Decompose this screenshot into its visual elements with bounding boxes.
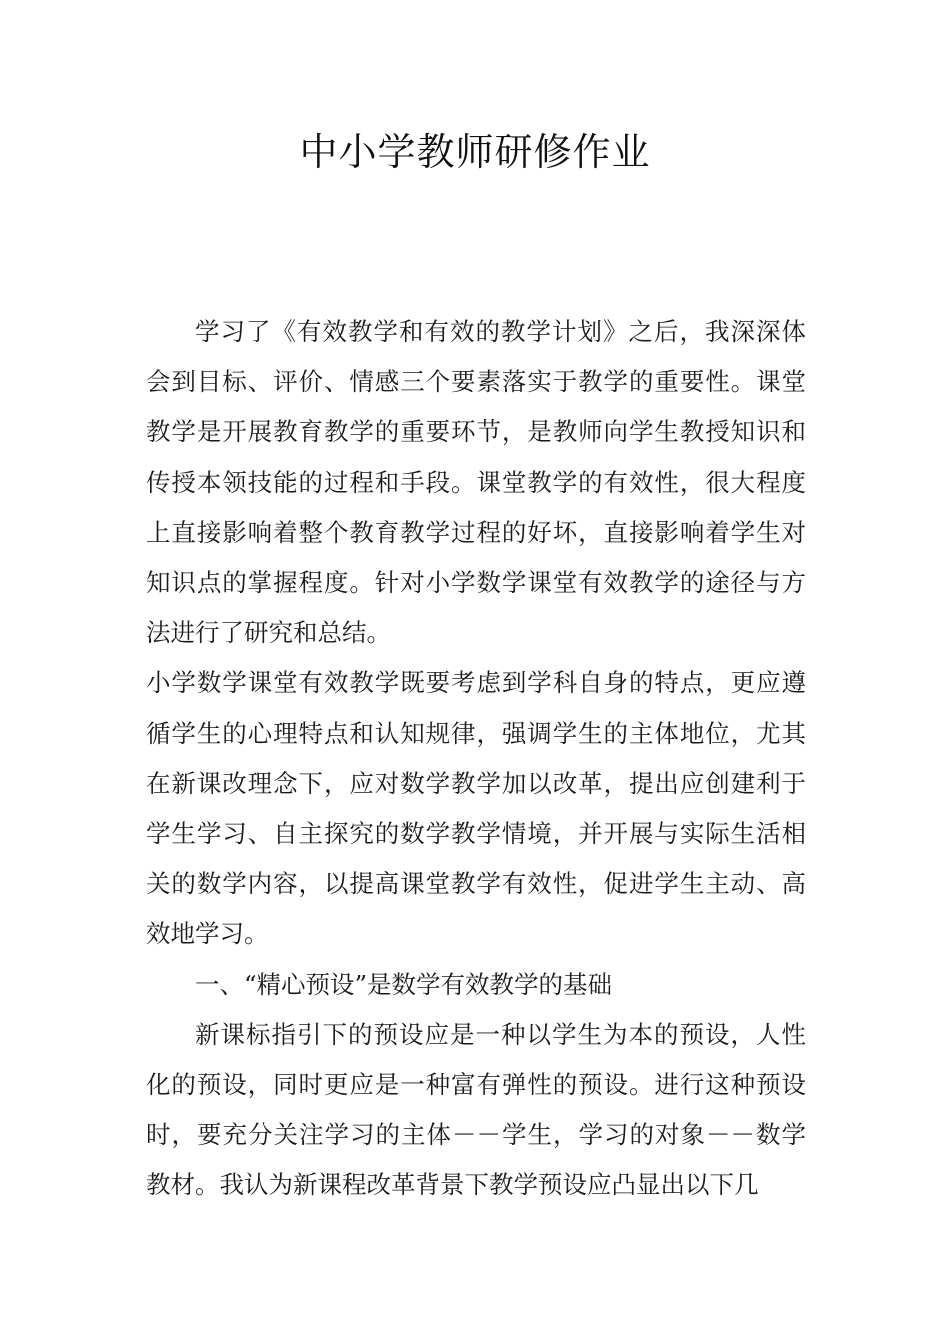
paragraph-section-1: 新课标指引下的预设应是一种以学生为本的预设，人性化的预设，同时更应是一种富有弹性的预设。进行这种预设时，要充分关注学习的主体－－学生，学习的对象－－数学教材。我认为新课程改革背景下教学预设应凸显出以下几	[146, 1019, 806, 1200]
paragraph-intro: 学习了《有效教学和有效的教学计划》之后，我深深体会到目标、评价、情感三个要素落实于教学的重要性。课堂教学是开展教育教学的重要环节，是教师向学生教授知识和传授本领技能的过程和手段。课堂教学的有效性，很大程度上直接影响着整个教育教学过程的好坏，直接影响着学生对知识点的掌握程度。针对小学数学课堂有效教学的途径与方法进行了研究和总结。	[146, 317, 806, 648]
section-heading-1: 一、“精心预设”是数学有效教学的基础	[195, 969, 613, 999]
document-title: 中小学教师研修作业	[299, 130, 651, 174]
paragraph-overview: 小学数学课堂有效教学既要考虑到学科自身的特点，更应遵循学生的心理特点和认知规律，强调学生的主体地位，尤其在新课改理念下，应对数学教学加以改革，提出应创建利于学生学习、自主探究的数学教学情境，并开展与实际生活相关的数学内容，以提高课堂教学有效性，促进学生主动、高效地学习。	[146, 668, 806, 949]
document-body	[146, 307, 806, 1211]
